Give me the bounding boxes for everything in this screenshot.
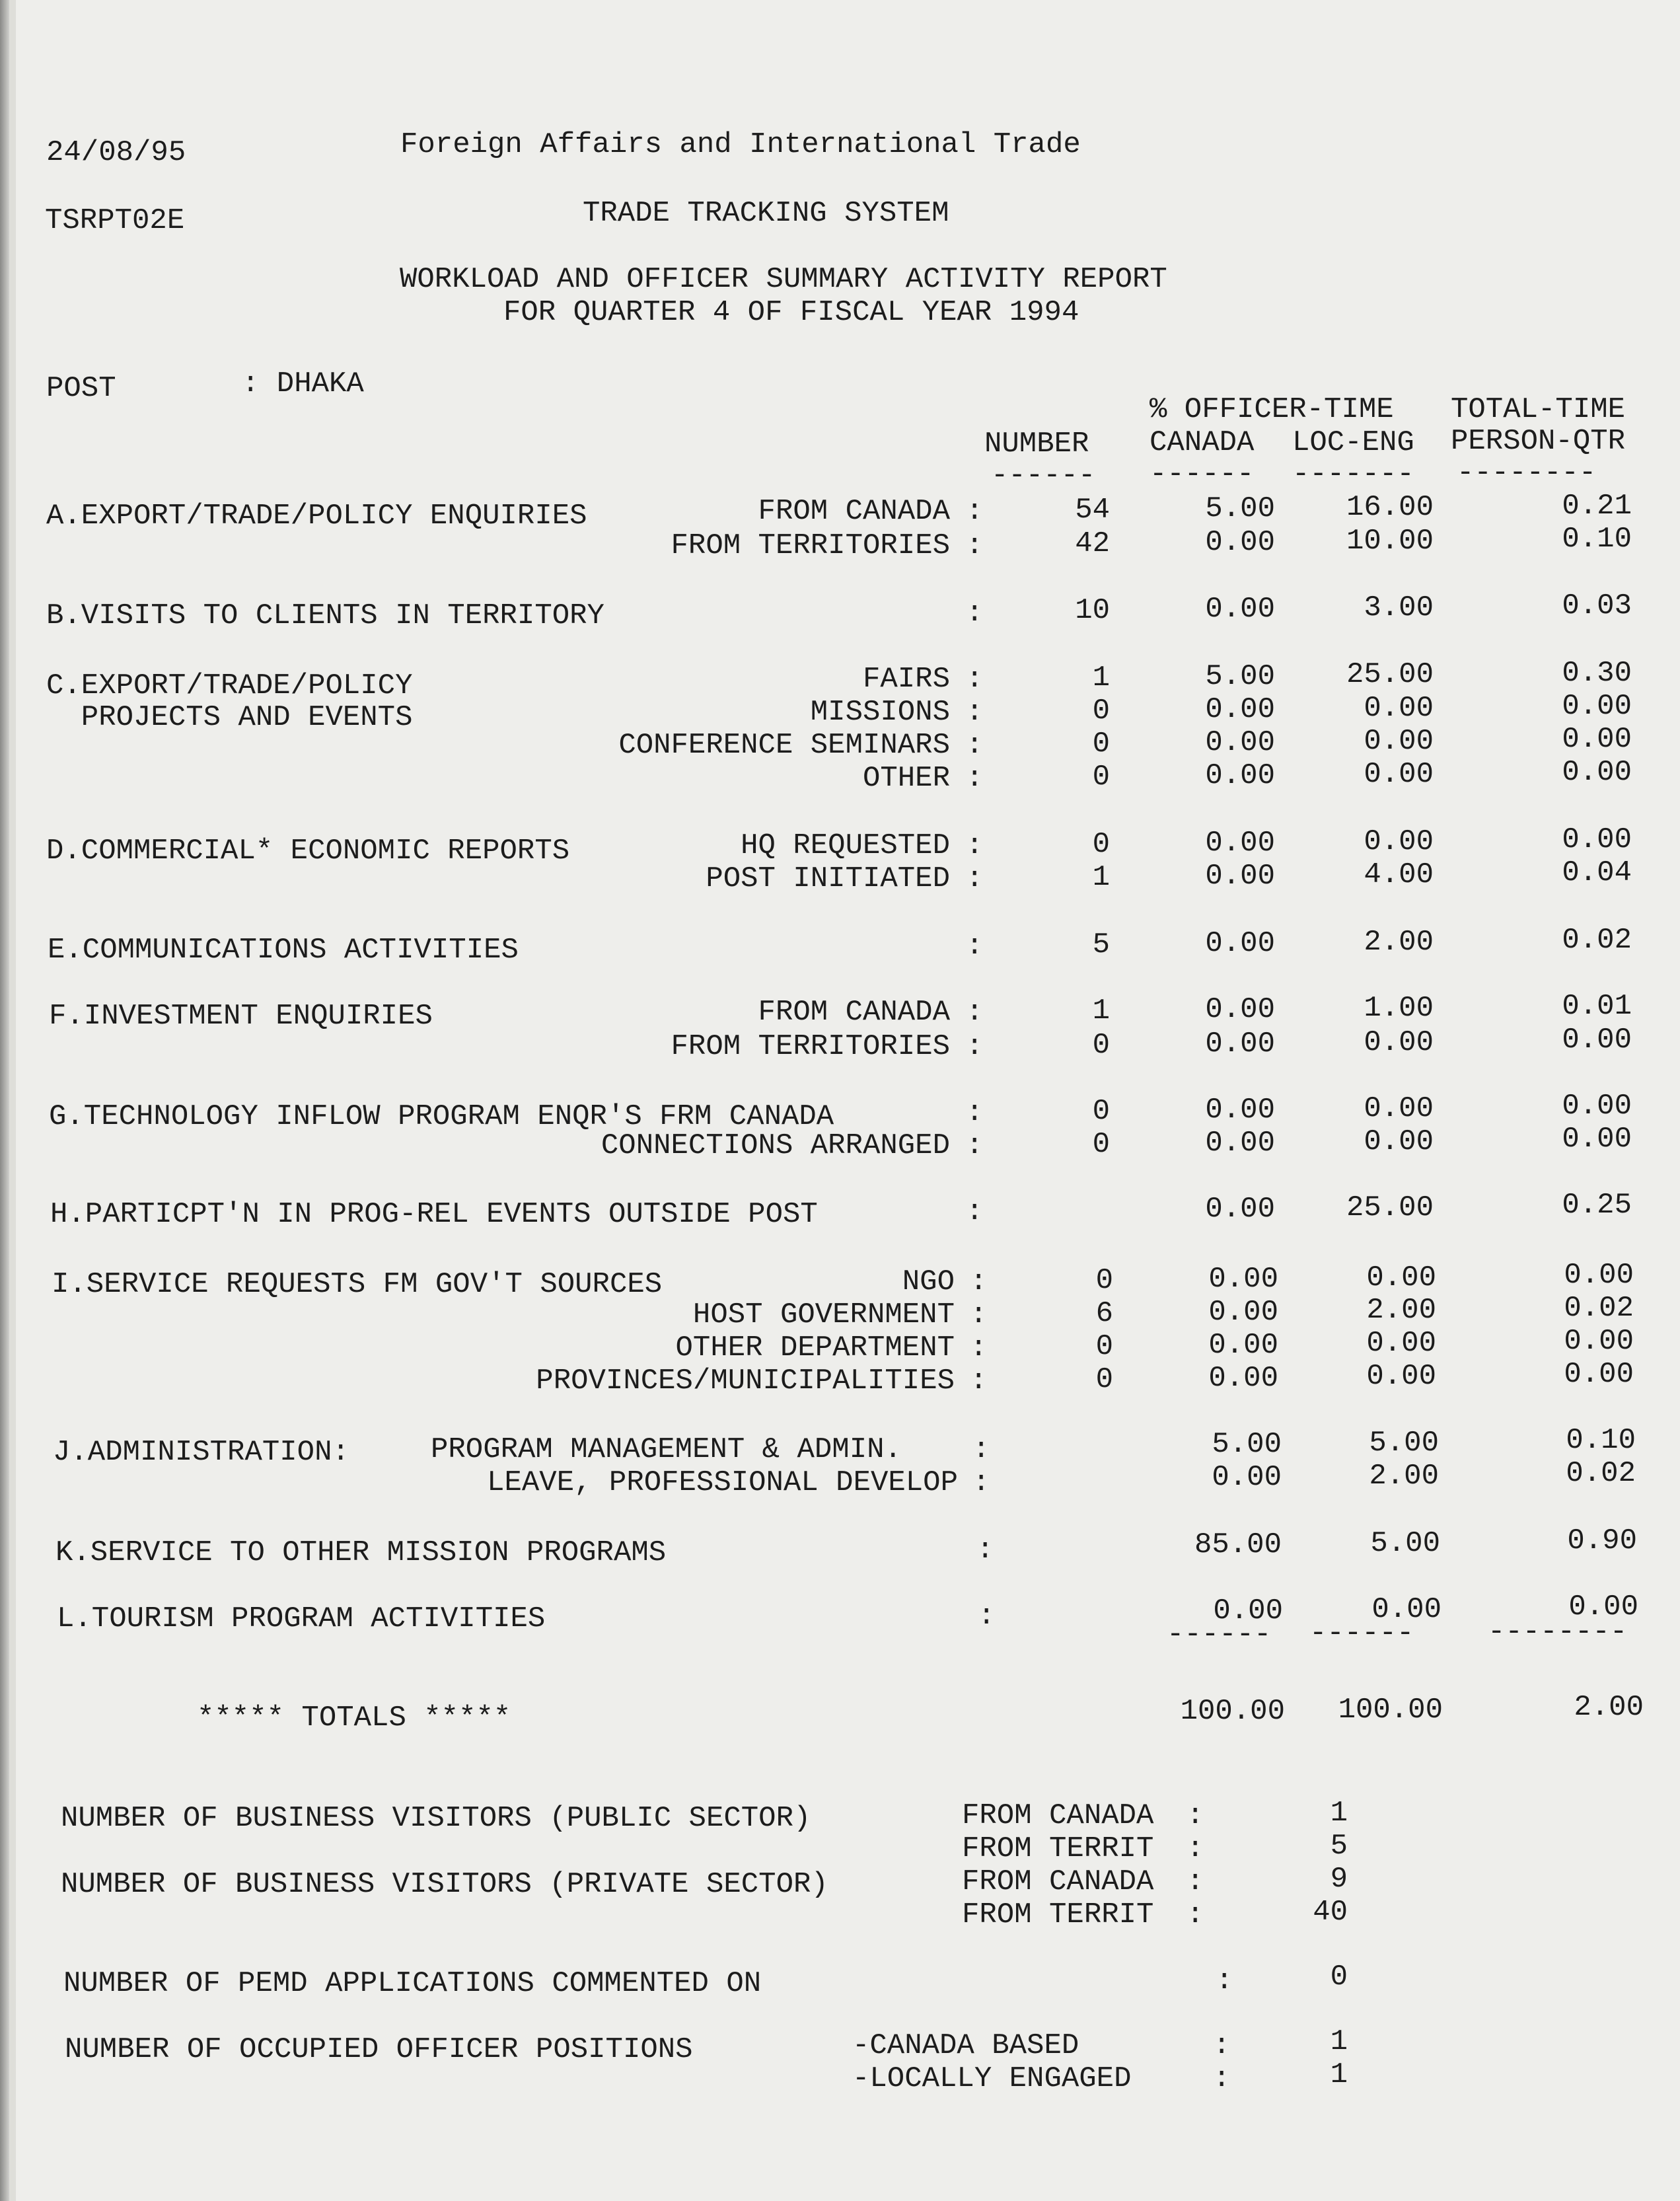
- loc-eng-value: 5.00: [1369, 1427, 1439, 1460]
- canada-value: 0.00: [1205, 993, 1275, 1026]
- person-qtr-value: 0.02: [1564, 1292, 1634, 1325]
- sub-label: FROM CANADA: [758, 996, 950, 1029]
- section-label: H.PARTICPT'N IN PROG-REL EVENTS OUTSIDE POST: [50, 1198, 818, 1231]
- row-colon: :: [976, 1534, 994, 1567]
- row-colon: :: [966, 1096, 984, 1129]
- canada-value: 5.00: [1205, 660, 1275, 693]
- canada-value: 0.00: [1205, 759, 1275, 792]
- person-qtr-value: 0.00: [1564, 1325, 1634, 1358]
- number-value: 0: [1092, 1095, 1110, 1128]
- person-qtr-value: 0.02: [1566, 1457, 1636, 1490]
- person-qtr-underline: --------: [1457, 457, 1597, 490]
- section-label: I.SERVICE REQUESTS FM GOV'T SOURCES: [52, 1268, 663, 1301]
- canada-value: 0.00: [1205, 693, 1275, 726]
- number-value: 54: [1075, 494, 1110, 527]
- person-qtr-header: PERSON-QTR: [1451, 425, 1626, 458]
- loc-eng-value: 0.00: [1364, 758, 1434, 791]
- visitors-sub-label: FROM CANADA: [962, 1799, 1154, 1832]
- person-qtr-value: 0.00: [1564, 1259, 1634, 1292]
- row-colon: :: [966, 696, 984, 729]
- total-time-header: TOTAL-TIME: [1451, 393, 1626, 426]
- positions-value: 1: [1330, 2058, 1348, 2091]
- section-label: A.EXPORT/TRADE/POLICY ENQUIRIES: [46, 500, 587, 533]
- number-value: 0: [1092, 1128, 1110, 1161]
- number-value: 0: [1092, 694, 1110, 727]
- number-value: 5: [1092, 928, 1110, 961]
- canada-value: 0.00: [1208, 1329, 1278, 1362]
- number-value: 1: [1092, 994, 1110, 1027]
- row-colon: :: [966, 597, 984, 630]
- sub-label: FROM CANADA: [758, 495, 950, 528]
- person-qtr-value: 0.00: [1562, 1090, 1632, 1123]
- canada-underline: ------: [1150, 458, 1255, 491]
- row-colon: :: [966, 1129, 984, 1162]
- loc-eng-value: 3.00: [1364, 591, 1434, 624]
- section-label: D.COMMERCIAL* ECONOMIC REPORTS: [46, 835, 570, 868]
- loc-eng-value: 5.00: [1370, 1527, 1440, 1560]
- number-value: 0: [1092, 727, 1110, 761]
- number-value: 1: [1092, 661, 1110, 694]
- canada-value: 0.00: [1212, 1461, 1282, 1494]
- pemd-value: 0: [1330, 1960, 1348, 1994]
- loc-eng-value: 2.00: [1366, 1294, 1436, 1327]
- person-qtr-value: 0.00: [1562, 690, 1632, 723]
- row-colon: :: [970, 1265, 988, 1298]
- row-colon: :: [972, 1433, 990, 1466]
- canada-value: 5.00: [1205, 492, 1275, 525]
- post-label: POST: [46, 372, 116, 405]
- scan-edge: [0, 0, 9, 2201]
- pemd-colon: :: [1216, 1964, 1233, 1997]
- canada-value: 0.00: [1205, 827, 1275, 860]
- number-value: 0: [1092, 1029, 1110, 1062]
- section-label: C.EXPORT/TRADE/POLICY: [46, 669, 413, 702]
- loc-eng-value: 2.00: [1364, 926, 1434, 959]
- system-name: TRADE TRACKING SYSTEM: [583, 197, 949, 230]
- scan-edge-shadow: [9, 0, 16, 2201]
- positions-sub-label: -CANADA BASED: [852, 2029, 1079, 2062]
- canada-value: 5.00: [1212, 1428, 1282, 1461]
- canada-header: CANADA: [1150, 426, 1255, 459]
- number-value: 0: [1095, 1363, 1113, 1396]
- row-colon: :: [970, 1331, 988, 1364]
- section-label: J.ADMINISTRATION:: [53, 1436, 349, 1469]
- canada-value: 0.00: [1205, 526, 1275, 559]
- report-code: TSRPT02E: [45, 204, 185, 237]
- number-value: 10: [1075, 594, 1110, 627]
- section-label: L.TOURISM PROGRAM ACTIVITIES: [57, 1602, 546, 1635]
- loc-eng-value: 0.00: [1366, 1261, 1436, 1294]
- sub-label: CONFERENCE SEMINARS: [618, 729, 950, 762]
- loc-eng-value: 4.00: [1364, 858, 1434, 891]
- number-value: 0: [1095, 1264, 1113, 1297]
- sub-label: FAIRS: [862, 663, 950, 696]
- report-subtitle: FOR QUARTER 4 OF FISCAL YEAR 1994: [503, 296, 1079, 329]
- number-header: NUMBER: [984, 428, 1089, 461]
- canada-value: 0.00: [1205, 1127, 1275, 1160]
- person-qtr-value: 0.25: [1562, 1189, 1632, 1222]
- loc-eng-value: 0.00: [1364, 725, 1434, 758]
- loc-eng-value: 0.00: [1366, 1360, 1436, 1393]
- pemd-label: NUMBER OF PEMD APPLICATIONS COMMENTED ON: [63, 1967, 762, 2000]
- person-qtr-total-underline: --------: [1488, 1616, 1628, 1649]
- person-qtr-value: 0.01: [1562, 990, 1632, 1023]
- sub-label: LEAVE, PROFESSIONAL DEVELOP: [487, 1466, 958, 1499]
- person-qtr-value: 0.04: [1562, 856, 1632, 889]
- row-colon: :: [966, 862, 984, 895]
- person-qtr-value: 0.02: [1562, 924, 1632, 957]
- canada-value: 0.00: [1208, 1296, 1278, 1329]
- section-label: G.TECHNOLOGY INFLOW PROGRAM ENQR'S FRM CANADA: [49, 1100, 834, 1133]
- canada-value: 0.00: [1205, 726, 1275, 759]
- canada-value: 0.00: [1208, 1263, 1278, 1296]
- visitors-label: NUMBER OF BUSINESS VISITORS (PUBLIC SECTOR): [61, 1802, 811, 1835]
- canada-value: 0.00: [1205, 927, 1275, 960]
- canada-total: 100.00: [1180, 1695, 1285, 1728]
- visitors-value: 40: [1313, 1896, 1348, 1929]
- section-label: E.COMMUNICATIONS ACTIVITIES: [48, 934, 519, 967]
- person-qtr-value: 0.00: [1568, 1590, 1638, 1623]
- number-underline: ------: [991, 459, 1096, 492]
- section-label: PROJECTS AND EVENTS: [46, 701, 413, 734]
- row-colon: :: [966, 996, 984, 1029]
- canada-value: 0.00: [1205, 860, 1275, 893]
- number-value: 0: [1095, 1330, 1113, 1363]
- row-colon: :: [966, 1195, 984, 1228]
- sub-label: HQ REQUESTED: [741, 829, 950, 862]
- row-colon: :: [966, 930, 984, 963]
- positions-value: 1: [1330, 2025, 1348, 2058]
- loc-eng-underline: -------: [1292, 458, 1414, 491]
- sub-label: MISSIONS: [810, 696, 950, 729]
- canada-value: 0.00: [1208, 1362, 1278, 1395]
- loc-eng-value: 16.00: [1346, 491, 1434, 524]
- sub-label: NGO: [902, 1265, 955, 1298]
- loc-eng-value: 0.00: [1364, 825, 1434, 858]
- visitors-value: 9: [1330, 1863, 1348, 1896]
- department-name: Foreign Affairs and International Trade: [400, 128, 1081, 161]
- canada-value: 0.00: [1205, 1094, 1275, 1127]
- number-value: 42: [1075, 527, 1110, 560]
- person-qtr-total: 2.00: [1574, 1691, 1644, 1724]
- row-colon: :: [970, 1364, 988, 1398]
- canada-value: 0.00: [1205, 593, 1275, 626]
- visitors-sub-label: FROM CANADA: [962, 1865, 1154, 1898]
- section-label: F.INVESTMENT ENQUIRIES: [49, 1000, 433, 1033]
- row-colon: :: [972, 1466, 990, 1499]
- loc-eng-value: 25.00: [1346, 1191, 1434, 1224]
- loc-eng-value: 0.00: [1364, 692, 1434, 725]
- sub-label: FROM TERRITORIES: [671, 1030, 950, 1063]
- canada-value: 0.00: [1213, 1594, 1283, 1627]
- loc-eng-total: 100.00: [1338, 1694, 1443, 1727]
- sub-label: FROM TERRITORIES: [671, 529, 950, 562]
- person-qtr-value: 0.00: [1564, 1358, 1634, 1391]
- sub-label: OTHER: [862, 762, 950, 795]
- sub-label: HOST GOVERNMENT: [692, 1298, 955, 1331]
- row-colon: :: [966, 529, 984, 562]
- sub-label: PROVINCES/MUNICIPALITIES: [536, 1364, 955, 1398]
- section-label: K.SERVICE TO OTHER MISSION PROGRAMS: [55, 1536, 667, 1569]
- person-qtr-value: 0.03: [1562, 589, 1632, 622]
- section-label: B.VISITS TO CLIENTS IN TERRITORY: [46, 599, 604, 632]
- visitors-colon: :: [1187, 1865, 1204, 1898]
- positions-sub-label: -LOCALLY ENGAGED: [852, 2062, 1132, 2095]
- person-qtr-value: 0.00: [1562, 1024, 1632, 1057]
- sub-label: OTHER DEPARTMENT: [675, 1331, 955, 1364]
- person-qtr-value: 0.10: [1562, 523, 1632, 556]
- row-colon: :: [978, 1600, 996, 1633]
- row-colon: :: [966, 663, 984, 696]
- report-title: WORKLOAD AND OFFICER SUMMARY ACTIVITY REPORT: [400, 263, 1167, 296]
- visitors-colon: :: [1187, 1799, 1204, 1832]
- visitors-sub-label: FROM TERRIT: [962, 1832, 1154, 1865]
- loc-eng-value: 2.00: [1369, 1460, 1439, 1493]
- loc-eng-value: 0.00: [1366, 1327, 1436, 1360]
- positions-colon: :: [1213, 2029, 1231, 2062]
- report-date: 24/08/95: [46, 136, 186, 169]
- loc-eng-total-underline: ------: [1309, 1617, 1414, 1650]
- person-qtr-value: 0.10: [1566, 1424, 1636, 1457]
- person-qtr-value: 0.00: [1562, 823, 1632, 856]
- visitors-sub-label: FROM TERRIT: [962, 1898, 1154, 1931]
- sub-label: PROGRAM MANAGEMENT & ADMIN.: [431, 1433, 902, 1466]
- row-colon: :: [970, 1298, 988, 1331]
- person-qtr-value: 0.90: [1567, 1524, 1637, 1557]
- canada-value: 0.00: [1205, 1193, 1275, 1226]
- loc-eng-value: 0.00: [1371, 1593, 1442, 1626]
- row-colon: :: [966, 829, 984, 862]
- loc-eng-value: 0.00: [1364, 1125, 1434, 1158]
- row-colon: :: [966, 762, 984, 795]
- pct-officer-time-header: % OFFICER-TIME: [1150, 393, 1394, 426]
- person-qtr-value: 0.21: [1562, 490, 1632, 523]
- loc-eng-value: 1.00: [1364, 992, 1434, 1025]
- visitors-colon: :: [1187, 1898, 1204, 1931]
- totals-label: ***** TOTALS *****: [197, 1701, 511, 1735]
- person-qtr-value: 0.00: [1562, 756, 1632, 789]
- visitors-label: NUMBER OF BUSINESS VISITORS (PRIVATE SECTOR): [61, 1868, 828, 1901]
- visitors-value: 1: [1330, 1797, 1348, 1830]
- row-colon: :: [966, 495, 984, 528]
- positions-label: NUMBER OF OCCUPIED OFFICER POSITIONS: [65, 2033, 693, 2066]
- number-value: 0: [1092, 761, 1110, 794]
- canada-value: 85.00: [1194, 1528, 1282, 1561]
- post-value: : DHAKA: [242, 367, 364, 400]
- number-value: 1: [1092, 861, 1110, 894]
- sub-label: POST INITIATED: [706, 862, 950, 895]
- row-colon: :: [966, 1030, 984, 1063]
- loc-eng-value: 10.00: [1346, 525, 1434, 558]
- positions-colon: :: [1213, 2062, 1231, 2095]
- canada-value: 0.00: [1205, 1027, 1275, 1061]
- person-qtr-value: 0.00: [1562, 1123, 1632, 1156]
- person-qtr-value: 0.00: [1562, 723, 1632, 756]
- loc-eng-value: 0.00: [1364, 1092, 1434, 1125]
- canada-total-underline: ------: [1167, 1618, 1272, 1651]
- visitors-colon: :: [1187, 1832, 1204, 1865]
- row-colon: :: [966, 729, 984, 762]
- loc-eng-value: 25.00: [1346, 658, 1434, 691]
- person-qtr-value: 0.30: [1562, 657, 1632, 690]
- number-value: 0: [1092, 828, 1110, 861]
- loc-eng-header: LOC-ENG: [1292, 426, 1414, 459]
- number-value: 6: [1095, 1297, 1113, 1330]
- visitors-value: 5: [1330, 1830, 1348, 1863]
- sub-label: CONNECTIONS ARRANGED: [601, 1129, 950, 1162]
- loc-eng-value: 0.00: [1364, 1026, 1434, 1059]
